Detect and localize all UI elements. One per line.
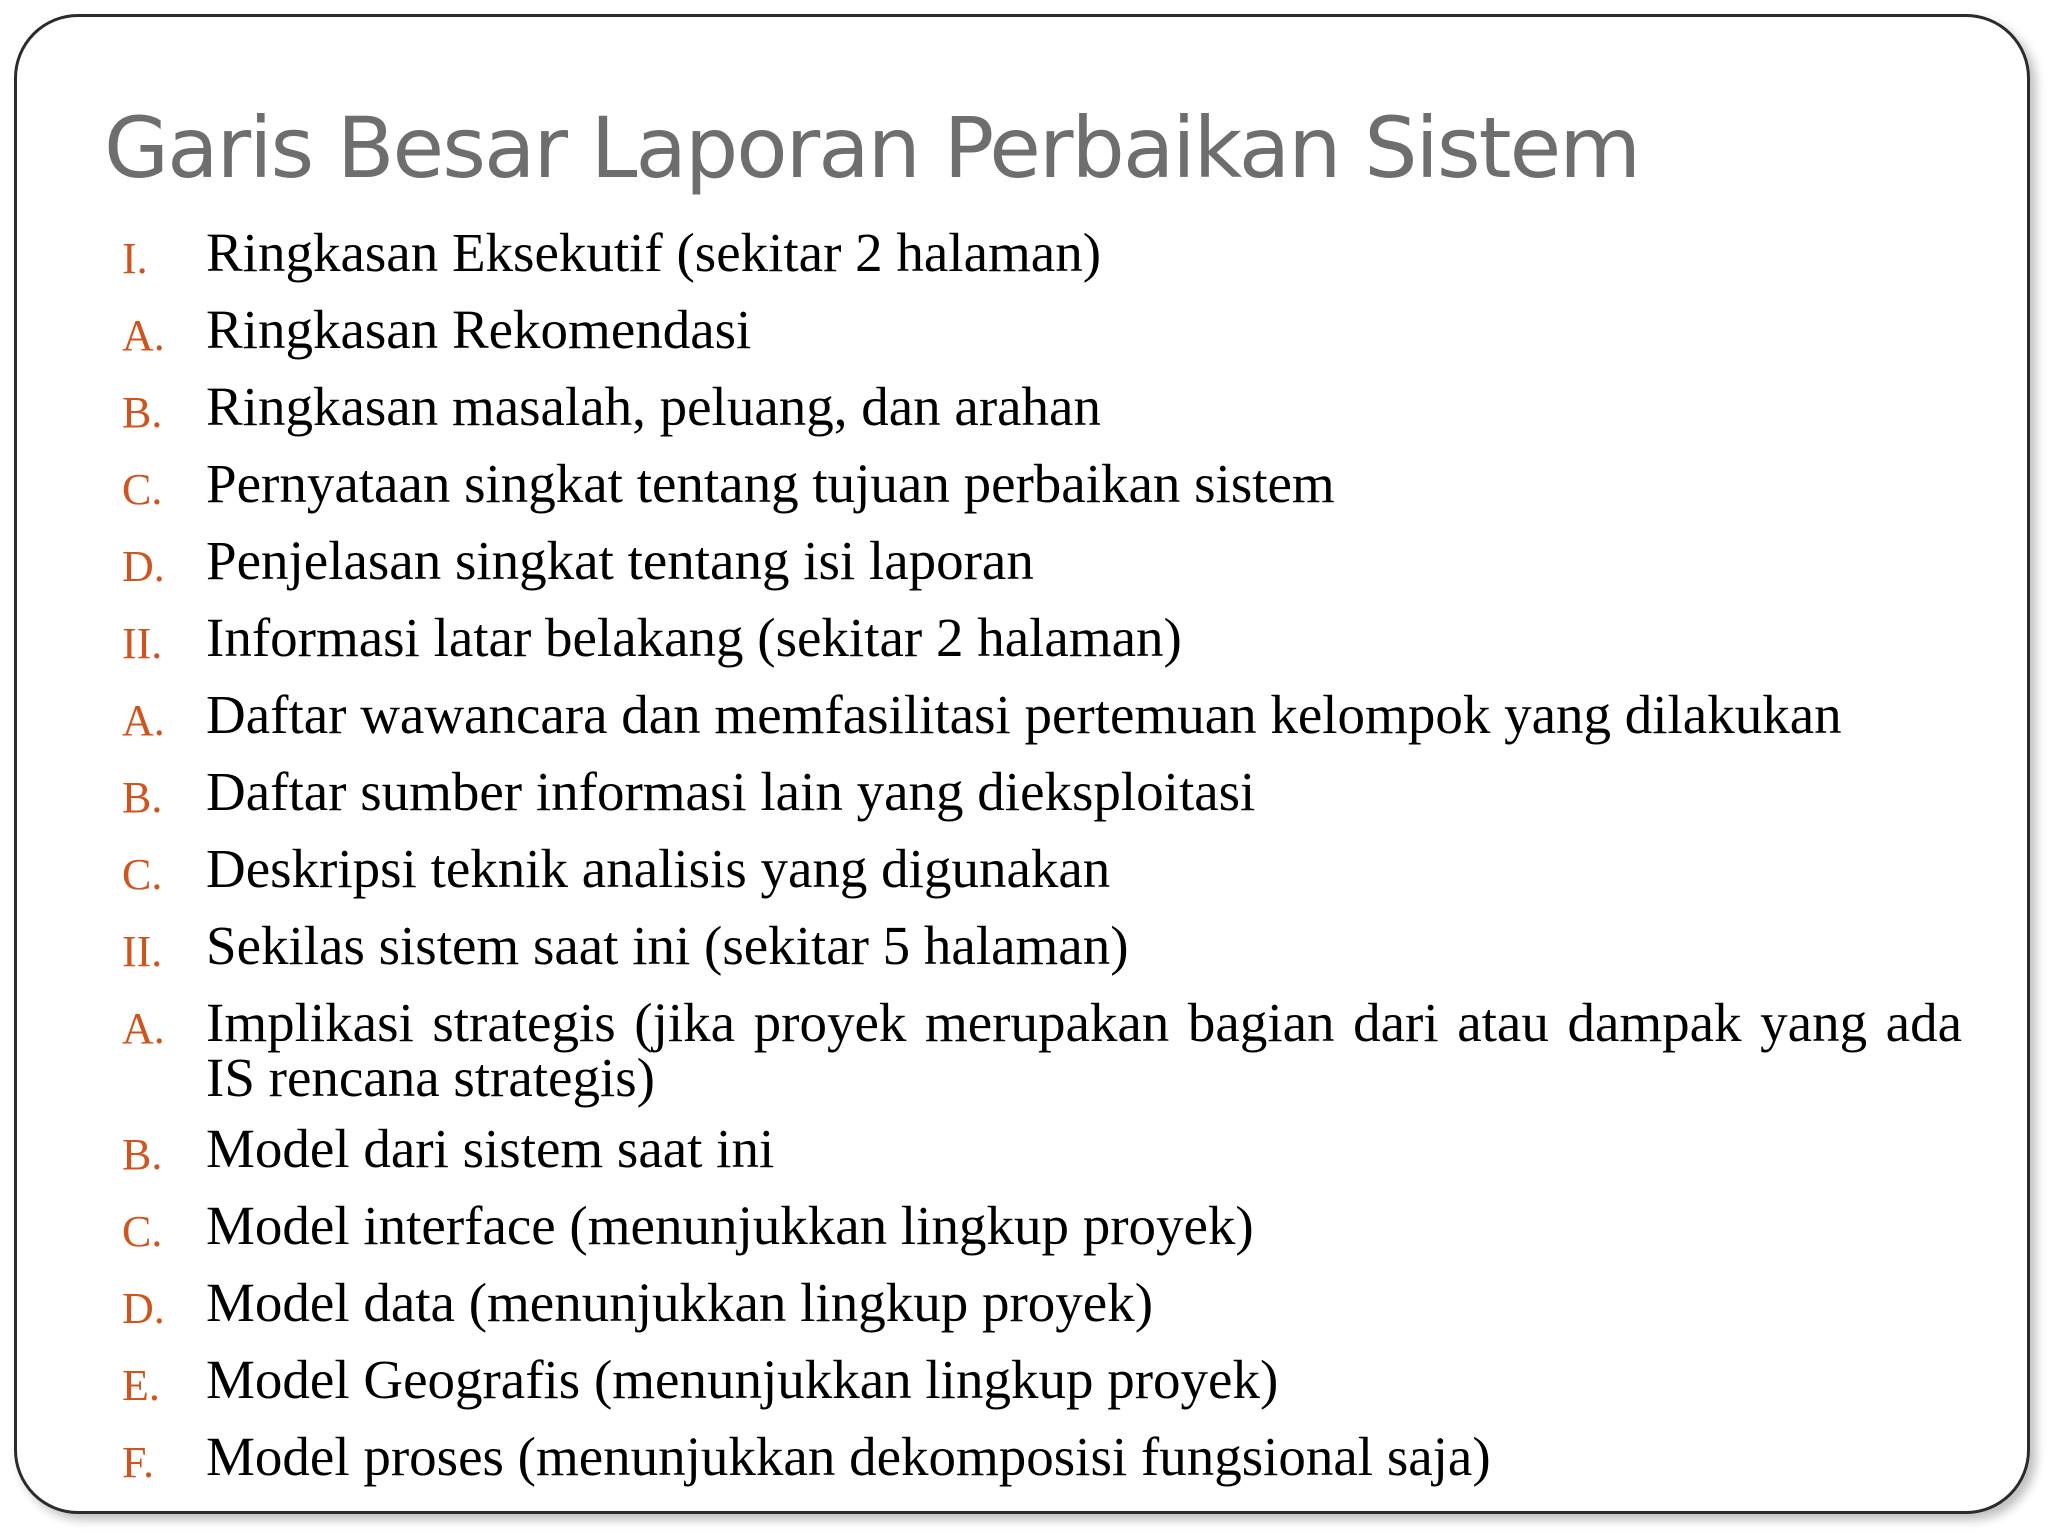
list-item-text: Informasi latar belakang (sekitar 2 halaman): [206, 607, 1182, 668]
list-marker: B.: [122, 388, 163, 437]
list-item-text: Daftar sumber informasi lain yang dieksploitasi: [206, 761, 1256, 822]
list-item: [122, 1349, 1962, 1413]
list-item: [122, 761, 1962, 825]
list-marker: D.: [122, 542, 165, 591]
list-item: [122, 915, 1962, 979]
list-item-text: Model data (menunjukkan lingkup proyek): [206, 1272, 1154, 1333]
list-item: [122, 453, 1962, 517]
list-marker: A.: [122, 1004, 165, 1053]
list-item: [122, 684, 1962, 748]
list-marker: C.: [122, 850, 163, 899]
list-marker: C.: [122, 1207, 163, 1256]
list-item: [122, 607, 1962, 671]
list-item-text: Model dari sistem saat ini: [206, 1118, 775, 1179]
list-marker: II.: [122, 619, 163, 668]
list-item-text: Ringkasan masalah, peluang, dan arahan: [206, 376, 1101, 437]
list-item-text: Model proses (menunjukkan dekomposisi fungsional saja): [206, 1426, 1491, 1487]
list-marker: A.: [122, 696, 165, 745]
list-marker: C.: [122, 465, 163, 514]
list-item: [122, 1195, 1962, 1259]
list-item-text: Daftar wawancara dan memfasilitasi pertemuan kelompok yang dilakukan: [206, 684, 1842, 745]
list-item: [122, 530, 1962, 594]
list-item-text: Implikasi strategis (jika proyek merupakan bagian dari atau dampak yang ada IS rencana strategis): [206, 992, 1962, 1108]
list-item: [122, 222, 1962, 286]
list-item-text: Penjelasan singkat tentang isi laporan: [206, 530, 1034, 591]
list-marker: F.: [122, 1438, 154, 1487]
list-item-text: Sekilas sistem saat ini (sekitar 5 halaman): [206, 915, 1129, 976]
list-item: [122, 1118, 1962, 1182]
list-item: [122, 299, 1962, 363]
list-item: [122, 838, 1962, 902]
list-marker: II.: [122, 927, 163, 976]
list-item-text: Model interface (menunjukkan lingkup proyek): [206, 1195, 1254, 1256]
outline-list: [122, 222, 1962, 1506]
list-item-text: Ringkasan Eksekutif (sekitar 2 halaman): [206, 222, 1102, 283]
list-marker: D.: [122, 1284, 165, 1333]
list-item-text: Model Geografis (menunjukkan lingkup proyek): [206, 1349, 1279, 1410]
list-item-text: Pernyataan singkat tentang tujuan perbaikan sistem: [206, 453, 1335, 514]
list-item: [122, 1426, 1962, 1490]
slide-title: Garis Besar Laporan Perbaikan Sistem: [104, 99, 1640, 197]
list-marker: E.: [122, 1361, 160, 1410]
list-marker: A.: [122, 311, 165, 360]
list-item: [122, 1272, 1962, 1336]
list-item: [122, 992, 1962, 1108]
list-item-text: Ringkasan Rekomendasi: [206, 299, 752, 360]
list-item: [122, 376, 1962, 440]
list-marker: B.: [122, 773, 163, 822]
list-marker: B.: [122, 1130, 163, 1179]
list-marker: I.: [122, 234, 148, 283]
list-item-text: Deskripsi teknik analisis yang digunakan: [206, 838, 1111, 899]
